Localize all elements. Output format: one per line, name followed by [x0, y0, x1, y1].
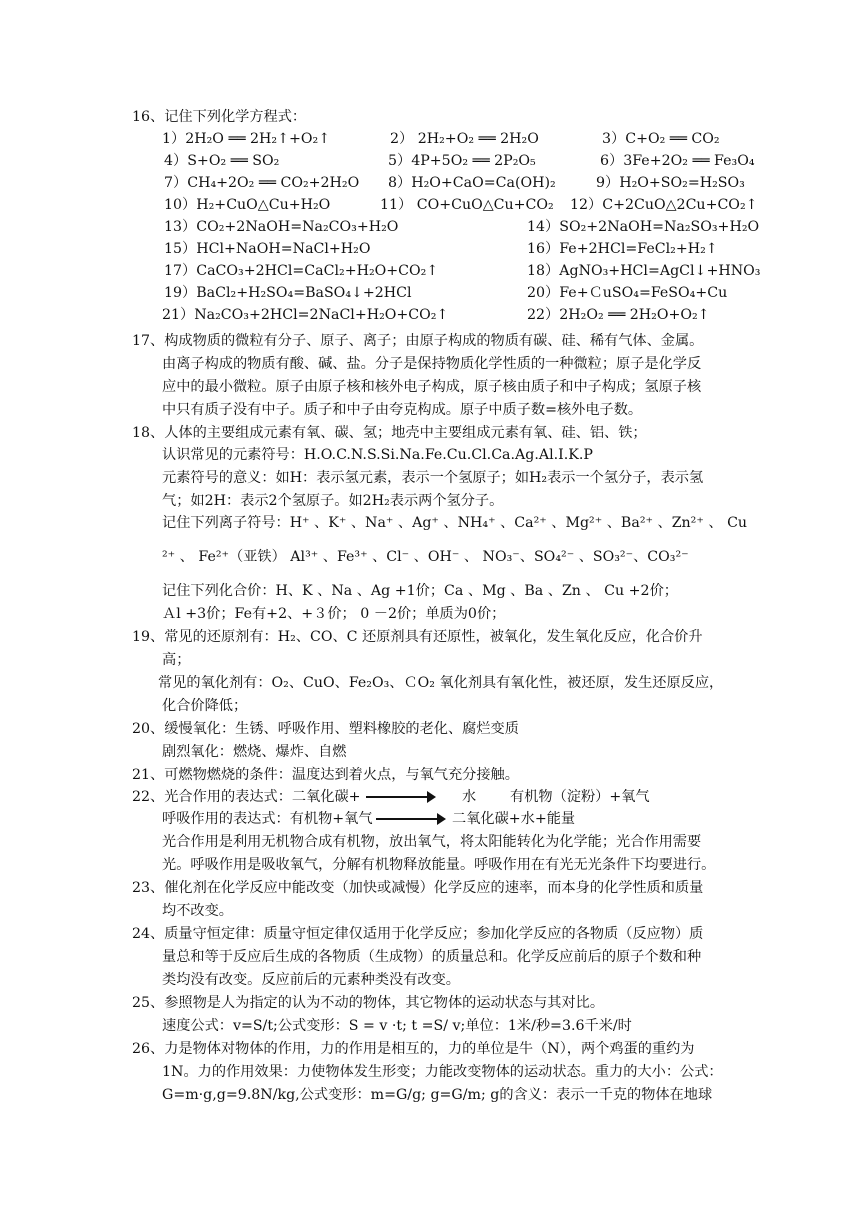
- section-19-line-1: 19、常见的还原剂有：H₂、CO、C 还原剂具有还原性，被氧化，发生氧化反应，化合价升: [132, 629, 703, 645]
- equation-7: 7）CH₄+2O₂ ══ CO₂+2H₂O: [164, 175, 360, 191]
- section-18-line-4: 气；如2H：表示2个氢原子。如2H₂表示两个氢分子。: [162, 493, 504, 509]
- equation-4: 4）S+O₂ ══ SO₂: [164, 153, 280, 169]
- equation-8: 8）H₂O+CaO=Ca(OH)₂: [388, 175, 556, 191]
- equation-2: 2） 2H₂+O₂ ══ 2H₂O: [390, 131, 539, 147]
- respiration-arrow-icon: [376, 811, 446, 827]
- section-17-line-2: 由离子构成的物质有酸、碱、盐。分子是保持物质化学性质的一种微粒；原子是化学反: [162, 356, 702, 372]
- equation-16: 16）Fe+2HCl=FeCl₂+H₂↑: [527, 241, 718, 257]
- equation-3: 3）C+O₂ ══ CO₂: [602, 131, 720, 147]
- equation-9: 9）H₂O+SO₂=H₂SO₃: [596, 175, 745, 191]
- section-24-line-3: 类均没有改变。反应前后的元素种类没有改变。: [162, 972, 460, 988]
- equation-20: 20）Fe+ＣuSO₄=FeSO₄+Cu: [527, 285, 728, 301]
- section-16-heading: 16、记住下列化学方程式：: [132, 109, 307, 125]
- section-18-valence-line-1: 记住下列化合价：H、K 、Na 、Ag +1价；Ca 、Mg 、Ba 、Zn 、 Cu +2价；: [162, 583, 678, 599]
- section-18-line-1: 18、人体的主要组成元素有氧、碳、氢；地壳中主要组成元素有氧、硅、铝、铁；: [132, 425, 647, 441]
- photosynthesis-arrow-icon: [366, 789, 436, 805]
- section-22-line-4: 光。呼吸作用是吸收氧气，分解有机物释放能量。呼吸作用在有光无光条件下均要进行。: [162, 857, 716, 873]
- section-19-line-4: 化合价降低；: [162, 698, 248, 714]
- section-26-line-2: 1N。力的作用效果：力使物体发生形变；力能改变物体的运动状态。重力的大小：公式：: [162, 1064, 723, 1080]
- equation-22: 22）2H₂O₂ ══ 2H₂O+O₂↑: [527, 307, 710, 323]
- section-17-line-3: 应中的最小微粒。原子由原子核和核外电子构成，原子核由质子和中子构成；氢原子核: [162, 379, 702, 395]
- section-20-line-1: 20、缓慢氧化：生锈、呼吸作用、塑料橡胶的老化、腐烂变质: [132, 721, 519, 737]
- equation-11: 11） CO+CuO△Cu+CO₂: [380, 197, 554, 213]
- equation-15: 15）HCl+NaOH=NaCl+H₂O: [164, 241, 371, 257]
- section-18-ions-line-2: ²⁺ 、 Fe²⁺（亚铁） Al³⁺ 、Fe³⁺ 、Cl⁻ 、OH⁻ 、 NO₃⁻、SO₄²⁻ 、SO₃²⁻、CO₃²⁻: [162, 549, 689, 565]
- equation-5: 5）4P+5O₂ ══ 2P₂O₅: [388, 153, 536, 169]
- section-26-line-1: 26、力是物体对物体的作用，力的作用是相互的，力的单位是牛（N），两个鸡蛋的重约为: [132, 1041, 695, 1057]
- section-23-line-2: 均不改变。: [162, 903, 233, 919]
- section-18-ions-line-1: 记住下列离子符号：H⁺ 、K⁺ 、Na⁺ 、Ag⁺ 、NH₄⁺ 、Ca²⁺ 、Mg²⁺ 、Ba²⁺ 、Zn²⁺ 、 Cu: [162, 515, 748, 531]
- section-22-respiration-left: 呼吸作用的表达式：有机物+氧气: [162, 811, 373, 827]
- section-24-line-2: 量总和等于反应后生成的各物质（生成物）的质量总和。化学反应前后的原子个数和种: [162, 949, 702, 965]
- section-26-line-3: G=m·g,g=9.8N/kg,公式变形：m=G/g; g=G/m; g的含义：表示一千克的物体在地球: [162, 1087, 713, 1103]
- equation-6: 6）3Fe+2O₂ ══ Fe₃O₄: [600, 153, 755, 169]
- equation-1: 1）2H₂O ══ 2H₂↑+O₂↑: [162, 131, 331, 147]
- equation-14: 14）SO₂+2NaOH=Na₂SO₃+H₂O: [527, 219, 760, 235]
- section-18-line-2: 认识常见的元素符号：H.O.C.N.S.Si.Na.Fe.Cu.Cl.Ca.Ag.Al.I.K.P: [162, 447, 593, 463]
- section-20-line-2: 剧烈氧化：燃烧、爆炸、自燃: [162, 744, 347, 760]
- equation-13: 13）CO₂+2NaOH=Na₂CO₃+H₂O: [164, 219, 399, 235]
- equation-17: 17）CaCO₃+2HCl=CaCl₂+H₂O+CO₂↑: [164, 263, 439, 279]
- section-24-line-1: 24、质量守恒定律：质量守恒定律仅适用于化学反应；参加化学反应的各物质（反应物）质: [132, 926, 704, 942]
- section-17-line-4: 中只有质子没有中子。质子和中子由夸克构成。原子中质子数=核外电子数。: [162, 402, 643, 418]
- section-21-line: 21、可燃物燃烧的条件：温度达到着火点，与氧气充分接触。: [132, 767, 519, 783]
- equation-18: 18）AgNO₃+HCl=AgCl↓+HNO₃: [527, 263, 761, 279]
- section-19-line-3: 常见的氧化剂有：O₂、CuO、Fe₂O₃、ＣO₂ 氧化剂具有氧化性，被还原，发生还原反应，: [158, 675, 724, 691]
- section-18-line-3: 元素符号的意义：如H：表示氢元素，表示一个氢原子；如H₂表示一个氢分子，表示氢: [162, 470, 704, 486]
- section-19-line-2: 高；: [162, 652, 191, 668]
- section-17-line-1: 17、构成物质的微粒有分子、原子、离子；由原子构成的物质有碳、硅、稀有气体、金属。: [132, 333, 704, 349]
- section-23-line-1: 23、催化剂在化学反应中能改变（加快或减慢）化学反应的速率，而本身的化学性质和质量: [132, 880, 704, 896]
- section-25-line-1: 25、参照物是人为指定的认为不动的物体，其它物体的运动状态与其对比。: [132, 995, 605, 1011]
- section-22-photosynthesis-right: 有机物（淀粉）+氧气: [510, 789, 650, 805]
- section-22-photosynthesis-left: 22、光合作用的表达式：二氧化碳+: [132, 789, 361, 805]
- section-22-line-3: 光合作用是利用无机物合成有机物，放出氧气，将太阳能转化为化学能；光合作用需要: [162, 834, 702, 850]
- section-18-valence-line-2: Ａl +3价；Fe有+2、+３价； 0 －2价；单质为0价；: [162, 606, 506, 622]
- equation-21: 21）Na₂CO₃+2HCl=2NaCl+H₂O+CO₂↑: [162, 307, 449, 323]
- equation-10: 10）H₂+CuO△Cu+H₂O: [164, 197, 331, 213]
- equation-19: 19）BaCl₂+H₂SO₄=BaSO₄↓+2HCl: [164, 285, 412, 301]
- section-25-line-2: 速度公式：v=S/t;公式变形：S = v ·t; t =S/ v;单位：1米/秒=3.6千米/时: [162, 1018, 632, 1034]
- section-22-respiration-right: 二氧化碳+水+能量: [452, 811, 576, 827]
- equation-12: 12）C+2CuO△2Cu+CO₂↑: [570, 197, 758, 213]
- section-22-photosynthesis-mid: 水: [462, 789, 477, 805]
